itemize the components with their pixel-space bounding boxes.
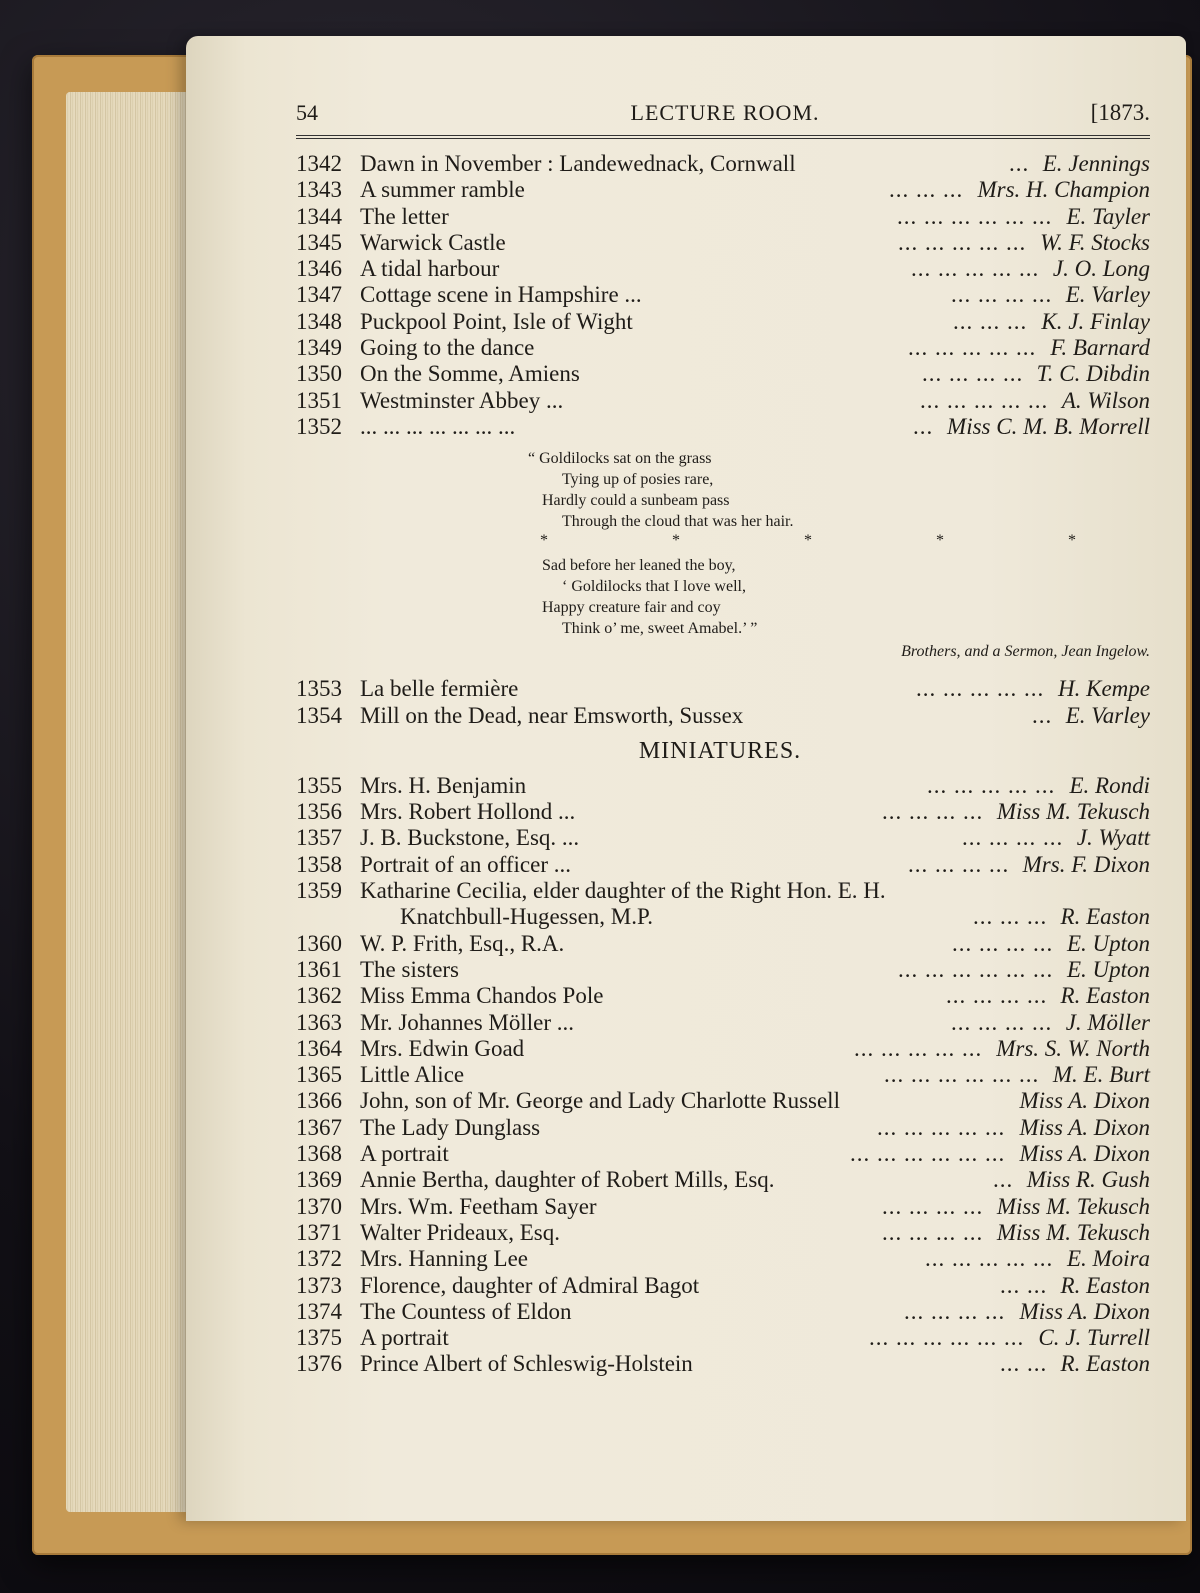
entry-artist: E. Rondi	[1069, 772, 1150, 798]
entry-number: 1361	[296, 956, 342, 982]
entry-number: 1358	[296, 851, 342, 877]
entry-title: Westminster Abbey ...	[360, 387, 564, 413]
poem-line: Happy creature fair and coy	[542, 599, 721, 617]
leader-dots: ... ... ... ... ... ...	[898, 956, 1054, 982]
entry-artist: Mrs. H. Champion	[977, 177, 1150, 203]
catalogue-entry	[296, 702, 1150, 729]
entry-number: 1353	[296, 676, 342, 702]
section-heading: MINIATURES.	[638, 737, 802, 764]
entry-number: 1351	[296, 387, 342, 413]
entry-artist: H. Kempe	[1058, 676, 1150, 702]
leader-dots: ... ... ... ... ...	[925, 1246, 1054, 1272]
leader-dots: ... ... ... ... ... ...	[897, 203, 1053, 229]
entry-number: 1364	[296, 1035, 342, 1061]
catalogue-entry	[296, 1325, 1150, 1351]
poem-line: ‘ Goldilocks that I love well,	[562, 578, 746, 596]
catalogue-entry	[296, 1141, 1150, 1167]
leader-dots: ... ... ... ...	[952, 930, 1054, 956]
leader-dots: ... ... ... ...	[962, 825, 1064, 851]
leader-dots: ...	[993, 1167, 1014, 1193]
entry-number: 1369	[296, 1167, 342, 1193]
poem-line: Tying up of posies rare,	[562, 471, 714, 489]
leader-dots: ... ... ... ... ...	[927, 772, 1056, 798]
catalogue-list-lecture-room	[296, 151, 1150, 440]
entry-title: The Countess of Eldon	[360, 1298, 572, 1324]
entry-number: 1362	[296, 983, 342, 1009]
entry-number: 1344	[296, 203, 342, 229]
leader-dots: ... ... ... ...	[922, 361, 1024, 387]
catalogue-entry	[296, 177, 1150, 203]
catalogue-entry	[296, 387, 1150, 414]
leader-dots: ... ... ... ...	[882, 1219, 984, 1245]
entry-title: La belle fermière	[360, 676, 519, 702]
catalogue-entry	[296, 1062, 1150, 1088]
entry-title: Katharine Cecilia, elder daughter of the Right Hon. E. H.	[360, 878, 886, 904]
entry-title: ... ... ... ... ... ... ...	[360, 413, 516, 439]
entry-artist: Miss C. M. B. Morrell	[947, 413, 1150, 439]
catalogue-entry	[296, 229, 1150, 256]
entry-number: 1373	[296, 1272, 342, 1298]
entry-title: Going to the dance	[360, 335, 535, 361]
catalogue-entry	[296, 308, 1150, 335]
catalogue-entry	[296, 1167, 1150, 1193]
entry-title: Warwick Castle	[360, 229, 506, 255]
entry-number: 1371	[296, 1219, 342, 1245]
entry-title: Florence, daughter of Admiral Bagot	[360, 1272, 700, 1298]
entry-artist: Miss A. Dixon	[1019, 1088, 1150, 1114]
entry-artist: K. J. Finlay	[1041, 308, 1150, 334]
entry-number: 1356	[296, 799, 342, 825]
catalogue-entry	[296, 1219, 1150, 1246]
entry-number: 1345	[296, 229, 342, 255]
leader-dots: ... ... ... ...	[951, 282, 1053, 308]
entry-title: Mr. Johannes Möller ...	[360, 1009, 575, 1035]
entry-number: 1372	[296, 1246, 342, 1272]
entry-artist: J. Möller	[1065, 1009, 1150, 1035]
entry-number: 1359	[296, 878, 342, 904]
entry-artist: R. Easton	[1060, 904, 1150, 930]
catalogue-entry	[296, 983, 1150, 1009]
leader-dots: ...	[1009, 151, 1030, 176]
entry-title: Mrs. Wm. Feetham Sayer	[360, 1193, 597, 1219]
entry-number: 1366	[296, 1088, 342, 1114]
catalogue-entry	[296, 256, 1150, 282]
entry-artist: Miss M. Tekusch	[996, 1219, 1150, 1245]
catalogue-entry	[296, 335, 1150, 361]
entry-title: The letter	[360, 203, 449, 229]
entry-title: Mill on the Dead, near Emsworth, Sussex	[360, 702, 744, 728]
entry-number: 1350	[296, 361, 342, 387]
entry-title: The sisters	[360, 956, 460, 982]
entry-number: 1360	[296, 930, 342, 956]
catalogue-entry	[300, 904, 1150, 930]
catalogue-entry	[296, 825, 1150, 851]
leader-dots: ... ... ... ...	[882, 1193, 984, 1219]
running-header	[296, 95, 1150, 131]
leader-dots: ... ... ...	[889, 177, 964, 203]
poem-line: Sad before her leaned the boy,	[542, 557, 736, 575]
catalogue-list-lecture-room-continued	[296, 676, 1150, 729]
entry-title: W. P. Frith, Esq., R.A.	[360, 930, 565, 956]
leader-dots: ... ... ...	[953, 308, 1028, 334]
catalogue-entry	[296, 799, 1150, 825]
entry-title: Annie Bertha, daughter of Robert Mills, Esq.	[360, 1167, 775, 1193]
entry-title: A tidal harbour	[360, 256, 500, 282]
entry-number: 1346	[296, 256, 342, 282]
entry-title: On the Somme, Amiens	[360, 361, 580, 387]
catalogue-entry	[296, 1193, 1150, 1220]
page-edges	[66, 92, 196, 1512]
entry-artist: Miss M. Tekusch	[996, 799, 1150, 825]
catalogue-entry	[296, 151, 1150, 177]
entry-artist: R. Easton	[1060, 1272, 1150, 1298]
leader-dots: ... ... ... ... ... ...	[850, 1141, 1006, 1167]
leader-dots: ... ... ... ...	[904, 1298, 1006, 1324]
catalogue-entry	[296, 930, 1150, 957]
catalogue-entry	[296, 1035, 1150, 1062]
leader-dots: ... ... ... ... ... ...	[869, 1325, 1025, 1351]
catalogue-entry	[296, 1088, 1150, 1114]
entry-artist: Miss A. Dixon	[1019, 1114, 1150, 1140]
catalogue-entry	[296, 203, 1150, 230]
header-rule	[296, 135, 1150, 139]
entry-number: 1376	[296, 1351, 342, 1377]
entry-number: 1357	[296, 825, 342, 851]
entry-artist: J. O. Long	[1052, 256, 1150, 282]
entry-artist: W. F. Stocks	[1040, 229, 1150, 255]
entry-title: Miss Emma Chandos Pole	[360, 983, 604, 1009]
entry-number: 1370	[296, 1193, 342, 1219]
catalogue-entry	[296, 1298, 1150, 1325]
leader-dots: ... ... ... ... ...	[898, 229, 1027, 255]
leader-dots: ... ... ... ... ...	[911, 256, 1040, 282]
entry-artist: T. C. Dibdin	[1036, 361, 1150, 387]
entry-artist: R. Easton	[1060, 983, 1150, 1009]
leader-dots: ... ...	[1000, 1272, 1048, 1298]
entry-title: Knatchbull-Hugessen, M.P.	[400, 904, 653, 930]
entry-number: 1342	[296, 151, 342, 176]
leader-dots: ... ... ... ... ...	[854, 1035, 983, 1061]
entry-artist: J. Wyatt	[1076, 825, 1150, 851]
poem-line: Hardly could a sunbeam pass	[542, 492, 730, 510]
entry-artist: Miss A. Dixon	[1019, 1141, 1150, 1167]
catalogue-entry	[296, 1272, 1150, 1299]
catalogue-entry	[296, 1009, 1150, 1036]
entry-title: A summer ramble	[360, 177, 525, 203]
entry-artist: Miss R. Gush	[1026, 1167, 1150, 1193]
catalogue-entry	[296, 676, 1150, 702]
entry-title: A portrait	[360, 1325, 449, 1351]
catalogue-entry	[296, 956, 1150, 983]
entry-number: 1347	[296, 282, 342, 308]
leader-dots: ... ... ... ...	[951, 1009, 1053, 1035]
poem-quotation	[300, 440, 1150, 676]
entry-number: 1367	[296, 1114, 342, 1140]
poem-line: Think o’ me, sweet Amabel.’ ”	[562, 620, 758, 638]
leader-dots: ... ... ... ... ...	[920, 387, 1049, 413]
catalogue-entry	[296, 282, 1150, 308]
entry-title: Mrs. Hanning Lee	[360, 1246, 528, 1272]
entry-number: 1354	[296, 702, 342, 728]
entry-artist: E. Moira	[1066, 1246, 1150, 1272]
entry-number: 1348	[296, 308, 342, 334]
page-content	[296, 95, 1150, 1378]
entry-title: Dawn in November : Landewednack, Cornwall	[360, 151, 796, 176]
entry-number: 1343	[296, 177, 342, 203]
catalogue-entry	[296, 851, 1150, 878]
entry-number: 1352	[296, 413, 342, 439]
entry-title: The Lady Dunglass	[360, 1114, 541, 1140]
entry-number: 1375	[296, 1325, 342, 1351]
leader-dots: ... ... ... ... ...	[877, 1114, 1006, 1140]
leader-dots: ... ... ... ...	[946, 983, 1048, 1009]
poem-asterisks: * * * * *	[540, 532, 1136, 550]
entry-title: J. B. Buckstone, Esq. ...	[360, 825, 580, 851]
entry-title: Prince Albert of Schleswig-Holstein	[360, 1351, 693, 1377]
entry-title: Cottage scene in Hampshire ...	[360, 282, 642, 308]
entry-title: Mrs. Robert Hollond ...	[360, 799, 576, 825]
catalogue-entry	[296, 1351, 1150, 1377]
entry-artist: Miss A. Dixon	[1019, 1298, 1150, 1324]
leader-dots: ... ... ... ... ... ...	[884, 1062, 1040, 1088]
poem-line: “ Goldilocks sat on the grass	[528, 450, 712, 468]
leader-dots: ... ... ...	[973, 904, 1048, 930]
leader-dots: ... ... ... ...	[882, 799, 984, 825]
page-number: 54	[296, 100, 318, 125]
page-year: [1873.	[1090, 100, 1150, 125]
entry-artist: Miss M. Tekusch	[996, 1193, 1150, 1219]
leader-dots: ...	[1032, 702, 1053, 728]
poem-line: Through the cloud that was her hair.	[562, 513, 794, 531]
catalogue-entry	[296, 1114, 1150, 1141]
catalogue-list-miniatures	[296, 772, 1150, 1378]
leader-dots: ... ... ... ...	[908, 851, 1010, 877]
entry-number: 1368	[296, 1141, 342, 1167]
entry-artist: E. Varley	[1065, 282, 1150, 308]
entry-artist: C. J. Turrell	[1038, 1325, 1150, 1351]
entry-title: Little Alice	[360, 1062, 465, 1088]
entry-artist: Mrs. S. W. North	[996, 1035, 1150, 1061]
entry-number: 1355	[296, 772, 342, 798]
entry-number: 1374	[296, 1298, 342, 1324]
poem-source: Brothers, and a Sermon, Jean Ingelow.	[901, 643, 1150, 661]
entry-artist: Mrs. F. Dixon	[1022, 851, 1150, 877]
catalogue-entry	[296, 878, 1150, 904]
entry-artist: E. Varley	[1065, 702, 1150, 728]
entry-artist: M. E. Burt	[1052, 1062, 1150, 1088]
entry-artist: E. Upton	[1066, 956, 1150, 982]
entry-title: Mrs. H. Benjamin	[360, 772, 527, 798]
entry-artist: E. Tayler	[1066, 203, 1150, 229]
entry-artist: E. Jennings	[1042, 151, 1150, 176]
catalogue-entry	[296, 1246, 1150, 1272]
entry-artist: R. Easton	[1060, 1351, 1150, 1377]
catalogue-entry	[296, 413, 1150, 440]
page-title: LECTURE ROOM.	[630, 100, 820, 125]
entry-title: Walter Prideaux, Esq.	[360, 1219, 560, 1245]
entry-artist: A. Wilson	[1061, 387, 1150, 413]
entry-title: Portrait of an officer ...	[360, 851, 571, 877]
catalogue-entry	[296, 772, 1150, 799]
entry-number: 1349	[296, 335, 342, 361]
entry-title: John, son of Mr. George and Lady Charlotte Russell	[360, 1088, 840, 1114]
entry-number: 1363	[296, 1009, 342, 1035]
leader-dots: ...	[913, 413, 934, 439]
leader-dots: ... ...	[1000, 1351, 1048, 1377]
leader-dots: ... ... ... ... ...	[908, 335, 1037, 361]
entry-artist: F. Barnard	[1050, 335, 1150, 361]
leader-dots: ... ... ... ... ...	[916, 676, 1045, 702]
entry-title: A portrait	[360, 1141, 449, 1167]
entry-artist: E. Upton	[1066, 930, 1150, 956]
catalogue-entry	[296, 361, 1150, 387]
entry-title: Mrs. Edwin Goad	[360, 1035, 525, 1061]
entry-title: Puckpool Point, Isle of Wight	[360, 308, 633, 334]
entry-number: 1365	[296, 1062, 342, 1088]
